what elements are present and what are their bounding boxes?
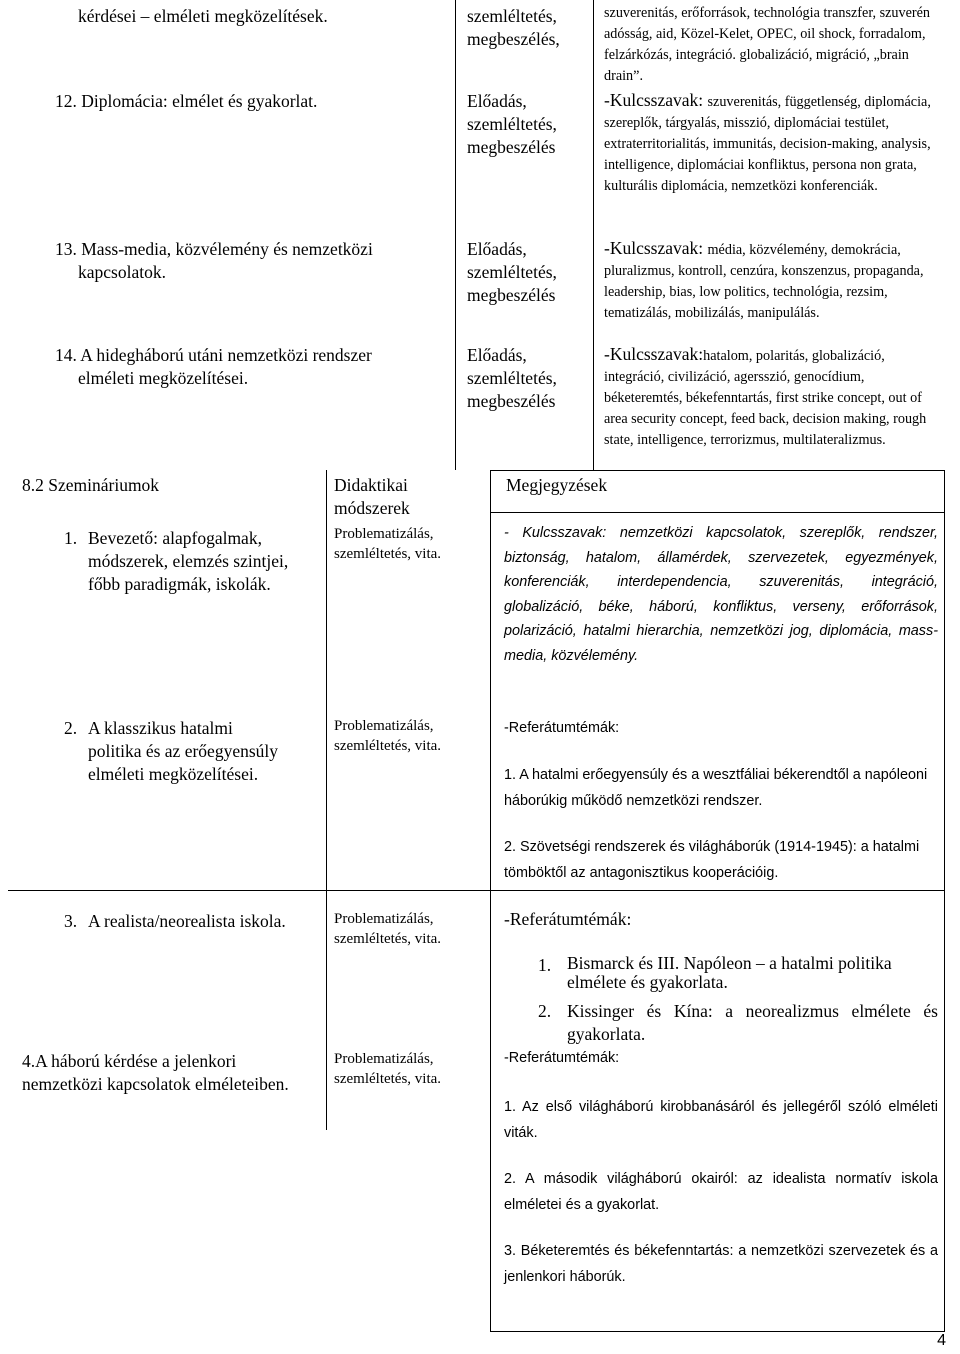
seminar-row-divider <box>8 890 945 891</box>
seminar-3-number: 3. <box>64 911 78 931</box>
seminar-1-keywords: - Kulcsszavak: nemzetközi kapcsolatok, szereplők, rendszer, biztonság, hatalom, államérdek, szervezetek, egyezmények, konferenciák, interdependencia, szuverenitás, integráció, globalizáció, béke, háború, konfliktus, verseny, erőforrások, polarizáció, hatalmi hierarchia, nemzetközi jog, diplomácia, mass-media, közvélemény. <box>504 525 938 664</box>
topic-13-line2: kapcsolatok. <box>78 262 166 282</box>
seminar-3-ref-1-number: 1. <box>538 955 552 975</box>
seminar-3-method: Problematizálás, szemléltetés, vita. <box>334 911 442 947</box>
keywords-13: -Kulcsszavak: média, közvélemény, demokrácia, pluralizmus, kontroll, cenzúra, konszenzus, propaganda, leadership, bias, low politics, technológia, rezsim, tematizálás, mobilizálás, manipulálás. <box>604 238 924 321</box>
seminar-4-ref-label: -Referátumtémák: <box>504 1050 620 1066</box>
seminar-heading: 8.2 Szemináriumok <box>22 475 160 495</box>
seminar-col-divider-1 <box>326 470 327 1130</box>
keywords-12: -Kulcsszavak: szuverenitás, függetlenség, diplomácia, szereplők, tárgyalás, misszió, diplomáciai testület, extraterritorialitás, immunitás, decision-making, analysis, intelligence, diplomáciai konfliktus, persona non grata, kulturális diplomácia, nemzetközi konferenciák. <box>604 90 931 194</box>
upper-col-divider-1 <box>455 0 456 470</box>
keywords-cell: szuverenitás, erőforrások, technológia transzfer, szuverén adósság, aid, Közel-Kelet, OPEC, oil shock, forradalom, felzárkózás, integráció. globalizáció, migráció, „brain drain”. <box>604 5 930 84</box>
seminar-bottom-border <box>490 1331 945 1332</box>
seminar-3-ref-label: -Referátumtémák: <box>504 909 632 929</box>
seminar-1-method: Problematizálás, szemléltetés, vita. <box>334 526 442 562</box>
method-13-line1: Előadás, <box>467 239 527 259</box>
method-12-line3: megbeszélés <box>467 137 556 157</box>
seminar-3-ref-1: Bismarck és III. Napóleon – a hatalmi politika elmélete és gyakorlata. <box>567 953 892 992</box>
seminar-4-ref-2: 2. A második világháború okairól: az idealista normatív iskola elméletei és a gyakorlat. <box>504 1171 938 1213</box>
topic-14-line1: 14. A hidegháború utáni nemzetközi rendszer <box>55 345 372 365</box>
method-13-line3: megbeszélés <box>467 285 556 305</box>
seminar-1-topic: Bevezető: alapfogalmak, módszerek, elemzés szintjei, főbb paradigmák, iskolák. <box>88 528 289 594</box>
seminar-2-topic: A klasszikus hatalmi politika és az erőegyensúly elméleti megközelítései. <box>88 718 279 784</box>
seminar-2-number: 2. <box>64 718 78 738</box>
keywords-14: -Kulcsszavak:hatalom, polaritás, globalizáció, integráció, civilizáció, agersszió, genocídium, béketeremtés, békefenntartás, first strike concept, out of area security concept, feed back, decision making, rough state, intelligence, terrorizmus, multilateralizmus. <box>604 344 927 448</box>
seminar-col-divider-2 <box>490 470 491 1332</box>
seminar-1-number: 1. <box>64 528 78 548</box>
method-13-line2: szemléltetés, <box>467 262 557 282</box>
seminar-2-ref-label: -Referátumtémák: <box>504 720 620 736</box>
seminar-header-divider <box>490 512 945 513</box>
methods-column-header: Didaktikai módszerek <box>334 475 410 518</box>
method-14-line1: Előadás, <box>467 345 527 365</box>
seminar-4-ref-3: 3. Béketeremtés és békefenntartás: a nemzetközi szervezetek és a jenlenkori háborúk. <box>504 1243 938 1285</box>
upper-col-divider-2 <box>593 0 594 470</box>
topic-12: 12. Diplomácia: elmélet és gyakorlat. <box>55 91 318 111</box>
seminar-2-ref-1: 1. A hatalmi erőegyensúly és a wesztfáliai békerendtől a napóleoni háborúkig működő nemzetközi rendszer. <box>504 767 928 809</box>
notes-column-header: Megjegyzések <box>506 475 608 495</box>
seminar-4-method: Problematizálás, szemléltetés, vita. <box>334 1051 442 1087</box>
seminar-4-topic: 4.A háború kérdése a jelenkori nemzetközi kapcsolatok elméleteiben. <box>22 1051 289 1094</box>
seminar-2-ref-2: 2. Szövetségi rendszerek és világháborúk (1914-1945): a hatalmi tömböktől az antagonisztikus kooperációig. <box>504 839 920 881</box>
topic-14-line2: elméleti megközelítései. <box>78 368 249 388</box>
topic-13-line1: 13. Mass-media, közvélemény és nemzetközi <box>55 239 373 259</box>
method-cell: szemléltetés, megbeszélés, <box>467 6 560 49</box>
method-12-line1: Előadás, <box>467 91 527 111</box>
topic-cell: kérdései – elméleti megközelítések. <box>78 6 328 26</box>
seminar-3-topic: A realista/neorealista iskola. <box>88 911 286 931</box>
method-12-line2: szemléltetés, <box>467 114 557 134</box>
seminar-3-ref-2: Kissinger és Kína: a neorealizmus elmélete és gyakorlata. <box>567 1001 938 1044</box>
seminar-4-ref-1: 1. Az első világháború kirobbanásáról és jellegéről szóló elméleti viták. <box>504 1099 938 1141</box>
seminar-2-method: Problematizálás, szemléltetés, vita. <box>334 718 442 754</box>
method-14-line2: szemléltetés, <box>467 368 557 388</box>
seminar-top-border <box>490 470 945 471</box>
seminar-3-ref-2-number: 2. <box>538 1001 552 1021</box>
page-number: 4 <box>937 1332 946 1349</box>
method-14-line3: megbeszélés <box>467 391 556 411</box>
seminar-right-border <box>944 470 945 1332</box>
